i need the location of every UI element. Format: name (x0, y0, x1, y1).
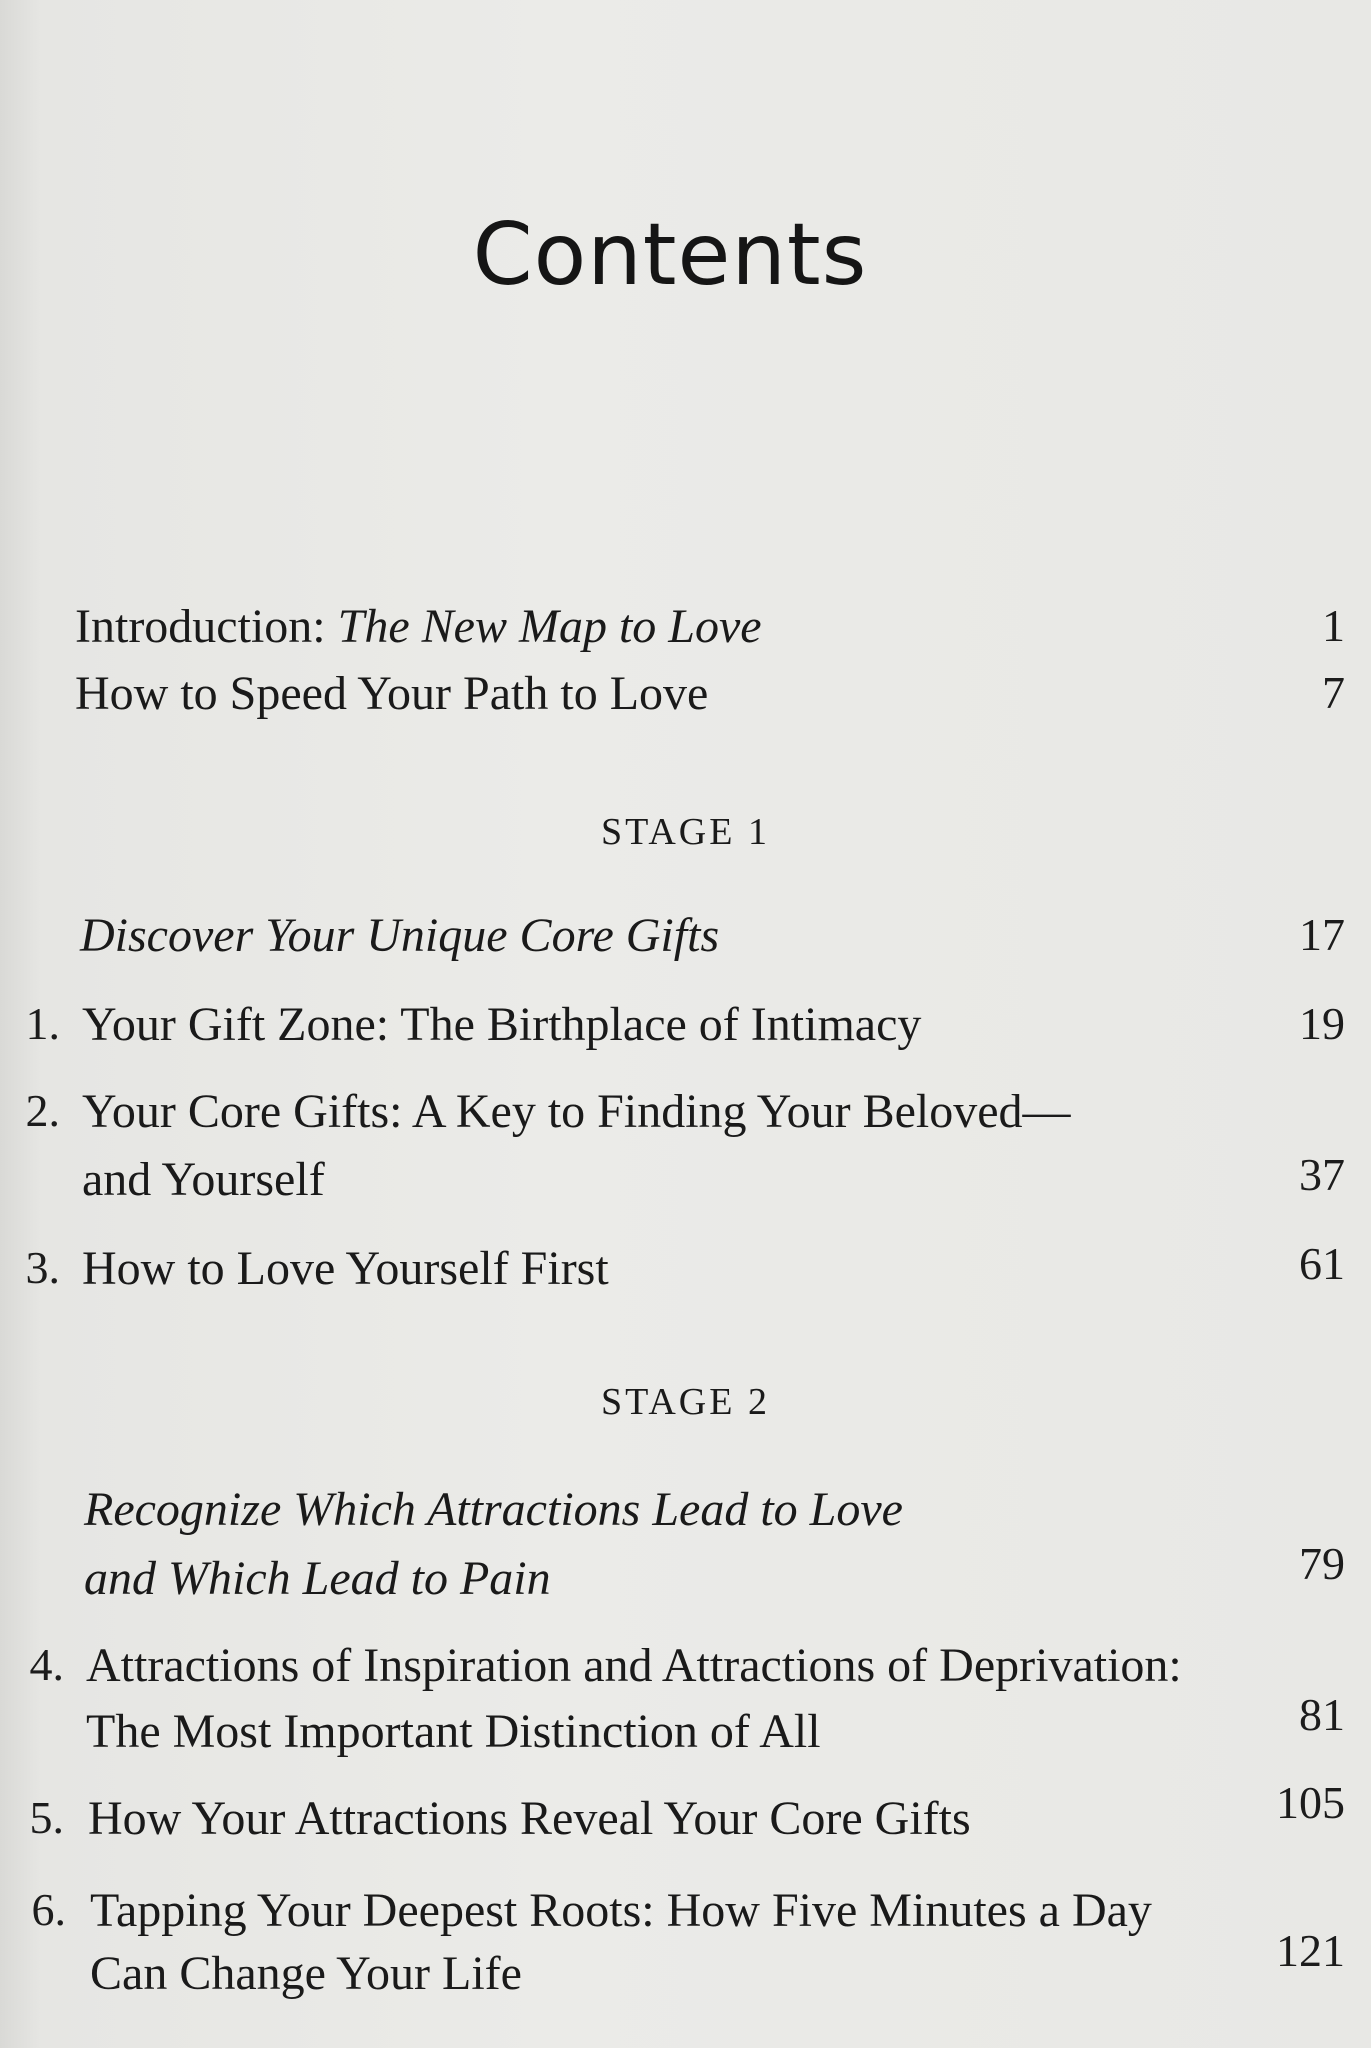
chapter-title[interactable]: How Your Attractions Reveal Your Core Gifts (88, 1792, 971, 1845)
toc-page-number: 17 (1299, 909, 1345, 960)
stage-heading: STAGE 1 (601, 811, 770, 853)
toc-page-number: 81 (1299, 1689, 1345, 1740)
toc-page-number: 105 (1276, 1777, 1345, 1828)
stage-subtitle[interactable]: Recognize Which Attractions Lead to Love (84, 1483, 903, 1536)
chapter-title[interactable]: Your Gift Zone: The Birthplace of Intimacy (82, 998, 922, 1051)
toc-entry-introduction[interactable] (75, 600, 762, 653)
chapter-number: 3. (25, 1242, 60, 1293)
page-title: Contents (472, 205, 868, 305)
toc-entry-italic-title: The New Map to Love (337, 600, 762, 653)
chapter-number: 1. (25, 998, 60, 1049)
toc-page-number: 61 (1299, 1238, 1345, 1289)
chapter-title-continued[interactable]: Can Change Your Life (90, 1947, 522, 2000)
chapter-number: 5. (29, 1792, 64, 1843)
stage-subtitle[interactable]: Discover Your Unique Core Gifts (80, 909, 720, 962)
toc-page-number: 1 (1322, 600, 1345, 651)
chapter-title[interactable]: Your Core Gifts: A Key to Finding Your Beloved— (82, 1085, 1071, 1138)
toc-page-number: 79 (1299, 1538, 1345, 1589)
stage-subtitle-continued[interactable]: and Which Lead to Pain (84, 1552, 551, 1605)
chapter-title-continued[interactable]: The Most Important Distinction of All (86, 1705, 821, 1758)
stage-heading: STAGE 2 (601, 1381, 770, 1423)
toc-page-number: 19 (1299, 998, 1345, 1049)
chapter-title[interactable]: Tapping Your Deepest Roots: How Five Minutes a Day (90, 1884, 1152, 1937)
chapter-title[interactable]: How to Love Yourself First (82, 1242, 609, 1295)
chapter-title-continued[interactable]: and Yourself (82, 1153, 325, 1206)
chapter-title[interactable]: Attractions of Inspiration and Attractions of Deprivation: (86, 1639, 1182, 1692)
chapter-number: 2. (25, 1085, 60, 1136)
toc-entry-speed-path[interactable]: How to Speed Your Path to Love (75, 667, 709, 720)
toc-entry-label: Introduction: (75, 600, 338, 653)
toc-page-number: 7 (1322, 667, 1345, 718)
chapter-number: 6. (31, 1884, 66, 1935)
toc-page-number: 37 (1299, 1149, 1345, 1200)
chapter-number: 4. (29, 1639, 64, 1690)
toc-page-number: 121 (1276, 1925, 1345, 1976)
